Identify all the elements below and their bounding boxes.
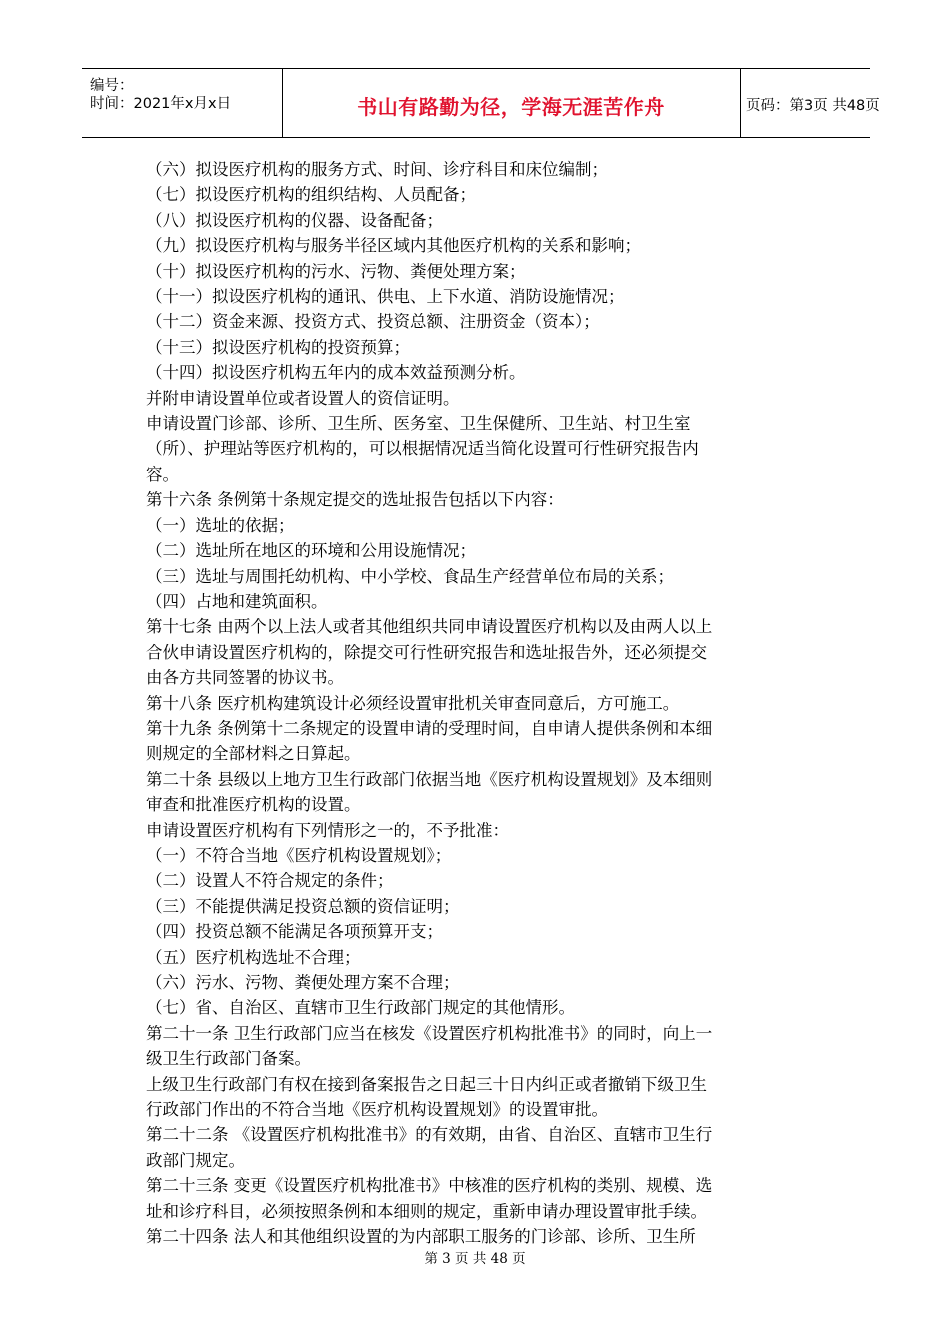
text-line: （二）设置人不符合规定的条件； — [146, 871, 394, 891]
page-header — [82, 68, 880, 138]
text-line: （六）污水、污物、粪便处理方案不合理； — [146, 973, 460, 992]
text-line: 容。 — [146, 464, 179, 484]
text-line: 第二十条 县级以上地方卫生行政部门依据当地《医疗机构设置规划》及本细则 — [146, 769, 713, 789]
text-line: （四）投资总额不能满足各项预算开支； — [146, 922, 443, 942]
text-line: 则规定的全部材料之日算起。 — [146, 744, 361, 764]
text-line: （十三）拟设医疗机构的投资预算； — [146, 337, 410, 357]
header-motto: 书山有路勤为径，学海无涯苦作舟 — [357, 95, 665, 119]
text-line: 申请设置医疗机构有下列情形之一的，不予批准： — [146, 820, 509, 840]
text-line: 审查和批准医疗机构的设置。 — [146, 795, 361, 815]
text-line: （一）不符合当地《医疗机构设置规划》； — [146, 845, 452, 865]
document-number-label: 编号： — [90, 78, 134, 94]
text-line: 第十八条 医疗机构建筑设计必须经设置审批机关审查同意后，方可施工。 — [146, 693, 680, 713]
text-line: （三）不能提供满足投资总额的资信证明； — [146, 896, 460, 916]
text-line: 第二十一条 卫生行政部门应当在核发《设置医疗机构批准书》的同时，向上一 — [146, 1023, 713, 1043]
text-line: （八）拟设医疗机构的仪器、设备配备； — [146, 210, 443, 230]
text-line: 申请设置门诊部、诊所、卫生所、医务室、卫生保健所、卫生站、村卫生室 — [146, 414, 691, 434]
text-line: （十二）资金来源、投资方式、投资总额、注册资金（资本）； — [146, 312, 600, 332]
header-page-cell — [740, 69, 880, 137]
text-line: （三）选址与周围托幼机构、中小学校、食品生产经营单位布局的关系； — [146, 566, 674, 586]
text-line: （十）拟设医疗机构的污水、污物、粪便处理方案； — [146, 261, 526, 281]
header-meta-cell — [82, 69, 283, 137]
header-page-info: 页码：第3页 共48页 — [746, 98, 880, 114]
text-line: 上级卫生行政部门有权在接到备案报告之日起三十日内纠正或者撤销下级卫生 — [146, 1074, 707, 1094]
text-line: （四）占地和建筑面积。 — [146, 591, 328, 611]
text-line: 第二十四条 法人和其他组织设置的为内部职工服务的门诊部、诊所、卫生所 — [146, 1227, 696, 1247]
text-line: （二）选址所在地区的环境和公用设施情况； — [146, 541, 476, 561]
text-line: 政部门规定。 — [146, 1150, 245, 1170]
document-body — [146, 157, 818, 1249]
text-line: （六）拟设医疗机构的服务方式、时间、诊疗科目和床位编制； — [146, 160, 608, 179]
text-line: 第二十二条 《设置医疗机构批准书》的有效期，由省、自治区、直辖市卫生行 — [146, 1125, 713, 1145]
text-line: 级卫生行政部门备案。 — [146, 1049, 311, 1069]
text-line: （十一）拟设医疗机构的通讯、供电、上下水道、消防设施情况； — [146, 287, 625, 307]
page-footer: 第 3 页 共 48 页 — [424, 1251, 526, 1267]
text-line: 合伙申请设置医疗机构的，除提交可行性研究报告和选址报告外，还必须提交 — [146, 642, 707, 662]
text-line: （五）医疗机构选址不合理； — [146, 947, 361, 967]
text-line: （七）省、自治区、直辖市卫生行政部门规定的其他情形。 — [146, 998, 575, 1018]
text-line: 行政部门作出的不符合当地《医疗机构设置规划》的设置审批。 — [146, 1100, 608, 1120]
text-line: （所）、护理站等医疗机构的，可以根据情况适当简化设置可行性研究报告内 — [146, 439, 699, 459]
text-line: （十四）拟设医疗机构五年内的成本效益预测分析。 — [146, 363, 526, 383]
text-line: 由各方共同签署的协议书。 — [146, 668, 344, 688]
text-line: 第二十三条 变更《设置医疗机构批准书》中核准的医疗机构的类别、规模、选 — [146, 1176, 713, 1196]
header-motto-cell — [282, 69, 741, 137]
text-line: （七）拟设医疗机构的组织结构、人员配备； — [146, 185, 476, 205]
text-line: 第十七条 由两个以上法人或者其他组织共同申请设置医疗机构以及由两人以上 — [146, 617, 713, 637]
text-line: 第十九条 条例第十二条规定的设置申请的受理时间，自申请人提供条例和本细 — [146, 718, 713, 738]
document-time-label: 时间：2021年x月x日 — [90, 96, 232, 112]
text-line: 第十六条 条例第十条规定提交的选址报告包括以下内容： — [146, 490, 564, 510]
text-line: 址和诊疗科目，必须按照条例和本细则的规定，重新申请办理设置审批手续。 — [146, 1201, 707, 1221]
text-line: 并附申请设置单位或者设置人的资信证明。 — [146, 388, 460, 408]
text-line: （九）拟设医疗机构与服务半径区域内其他医疗机构的关系和影响； — [146, 236, 641, 256]
text-line: （一）选址的依据； — [146, 515, 295, 535]
